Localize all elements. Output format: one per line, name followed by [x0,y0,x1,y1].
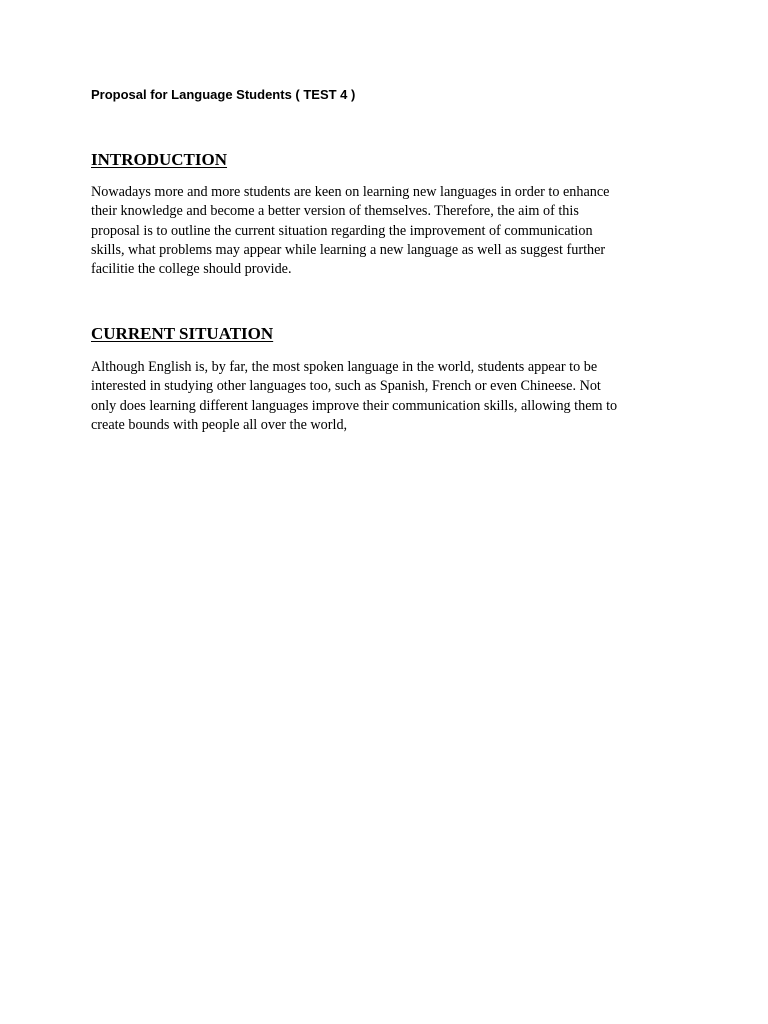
paragraph-line: interested in studying other languages too, such as Spanish, French or even Chineese. Not [91,378,601,395]
paragraph-line: skills, what problems may appear while learning a new language as well as suggest further [91,241,606,258]
introduction-paragraph [91,183,681,279]
introduction-heading: INTRODUCTION [91,150,228,169]
document-title: Proposal for Language Students ( TEST 4 ) [91,87,356,102]
current-situation-heading: CURRENT SITUATION [91,324,274,343]
paragraph-line: facilitie the college should provide. [91,261,292,278]
paragraph-line: Although English is, by far, the most spoken language in the world, students appear to be [91,359,598,375]
current-situation-paragraph [91,358,681,435]
paragraph-line: create bounds with people all over the world, [91,416,348,433]
paragraph-line: Nowadays more and more students are keen on learning new languages in order to enhance [91,184,610,200]
paragraph-line: proposal is to outline the current situation regarding the improvement of communication [91,222,593,239]
paragraph-line: only does learning different languages improve their communication skills, allowing them to [91,397,618,414]
paragraph-line: their knowledge and become a better version of themselves. Therefore, the aim of this [91,203,579,220]
